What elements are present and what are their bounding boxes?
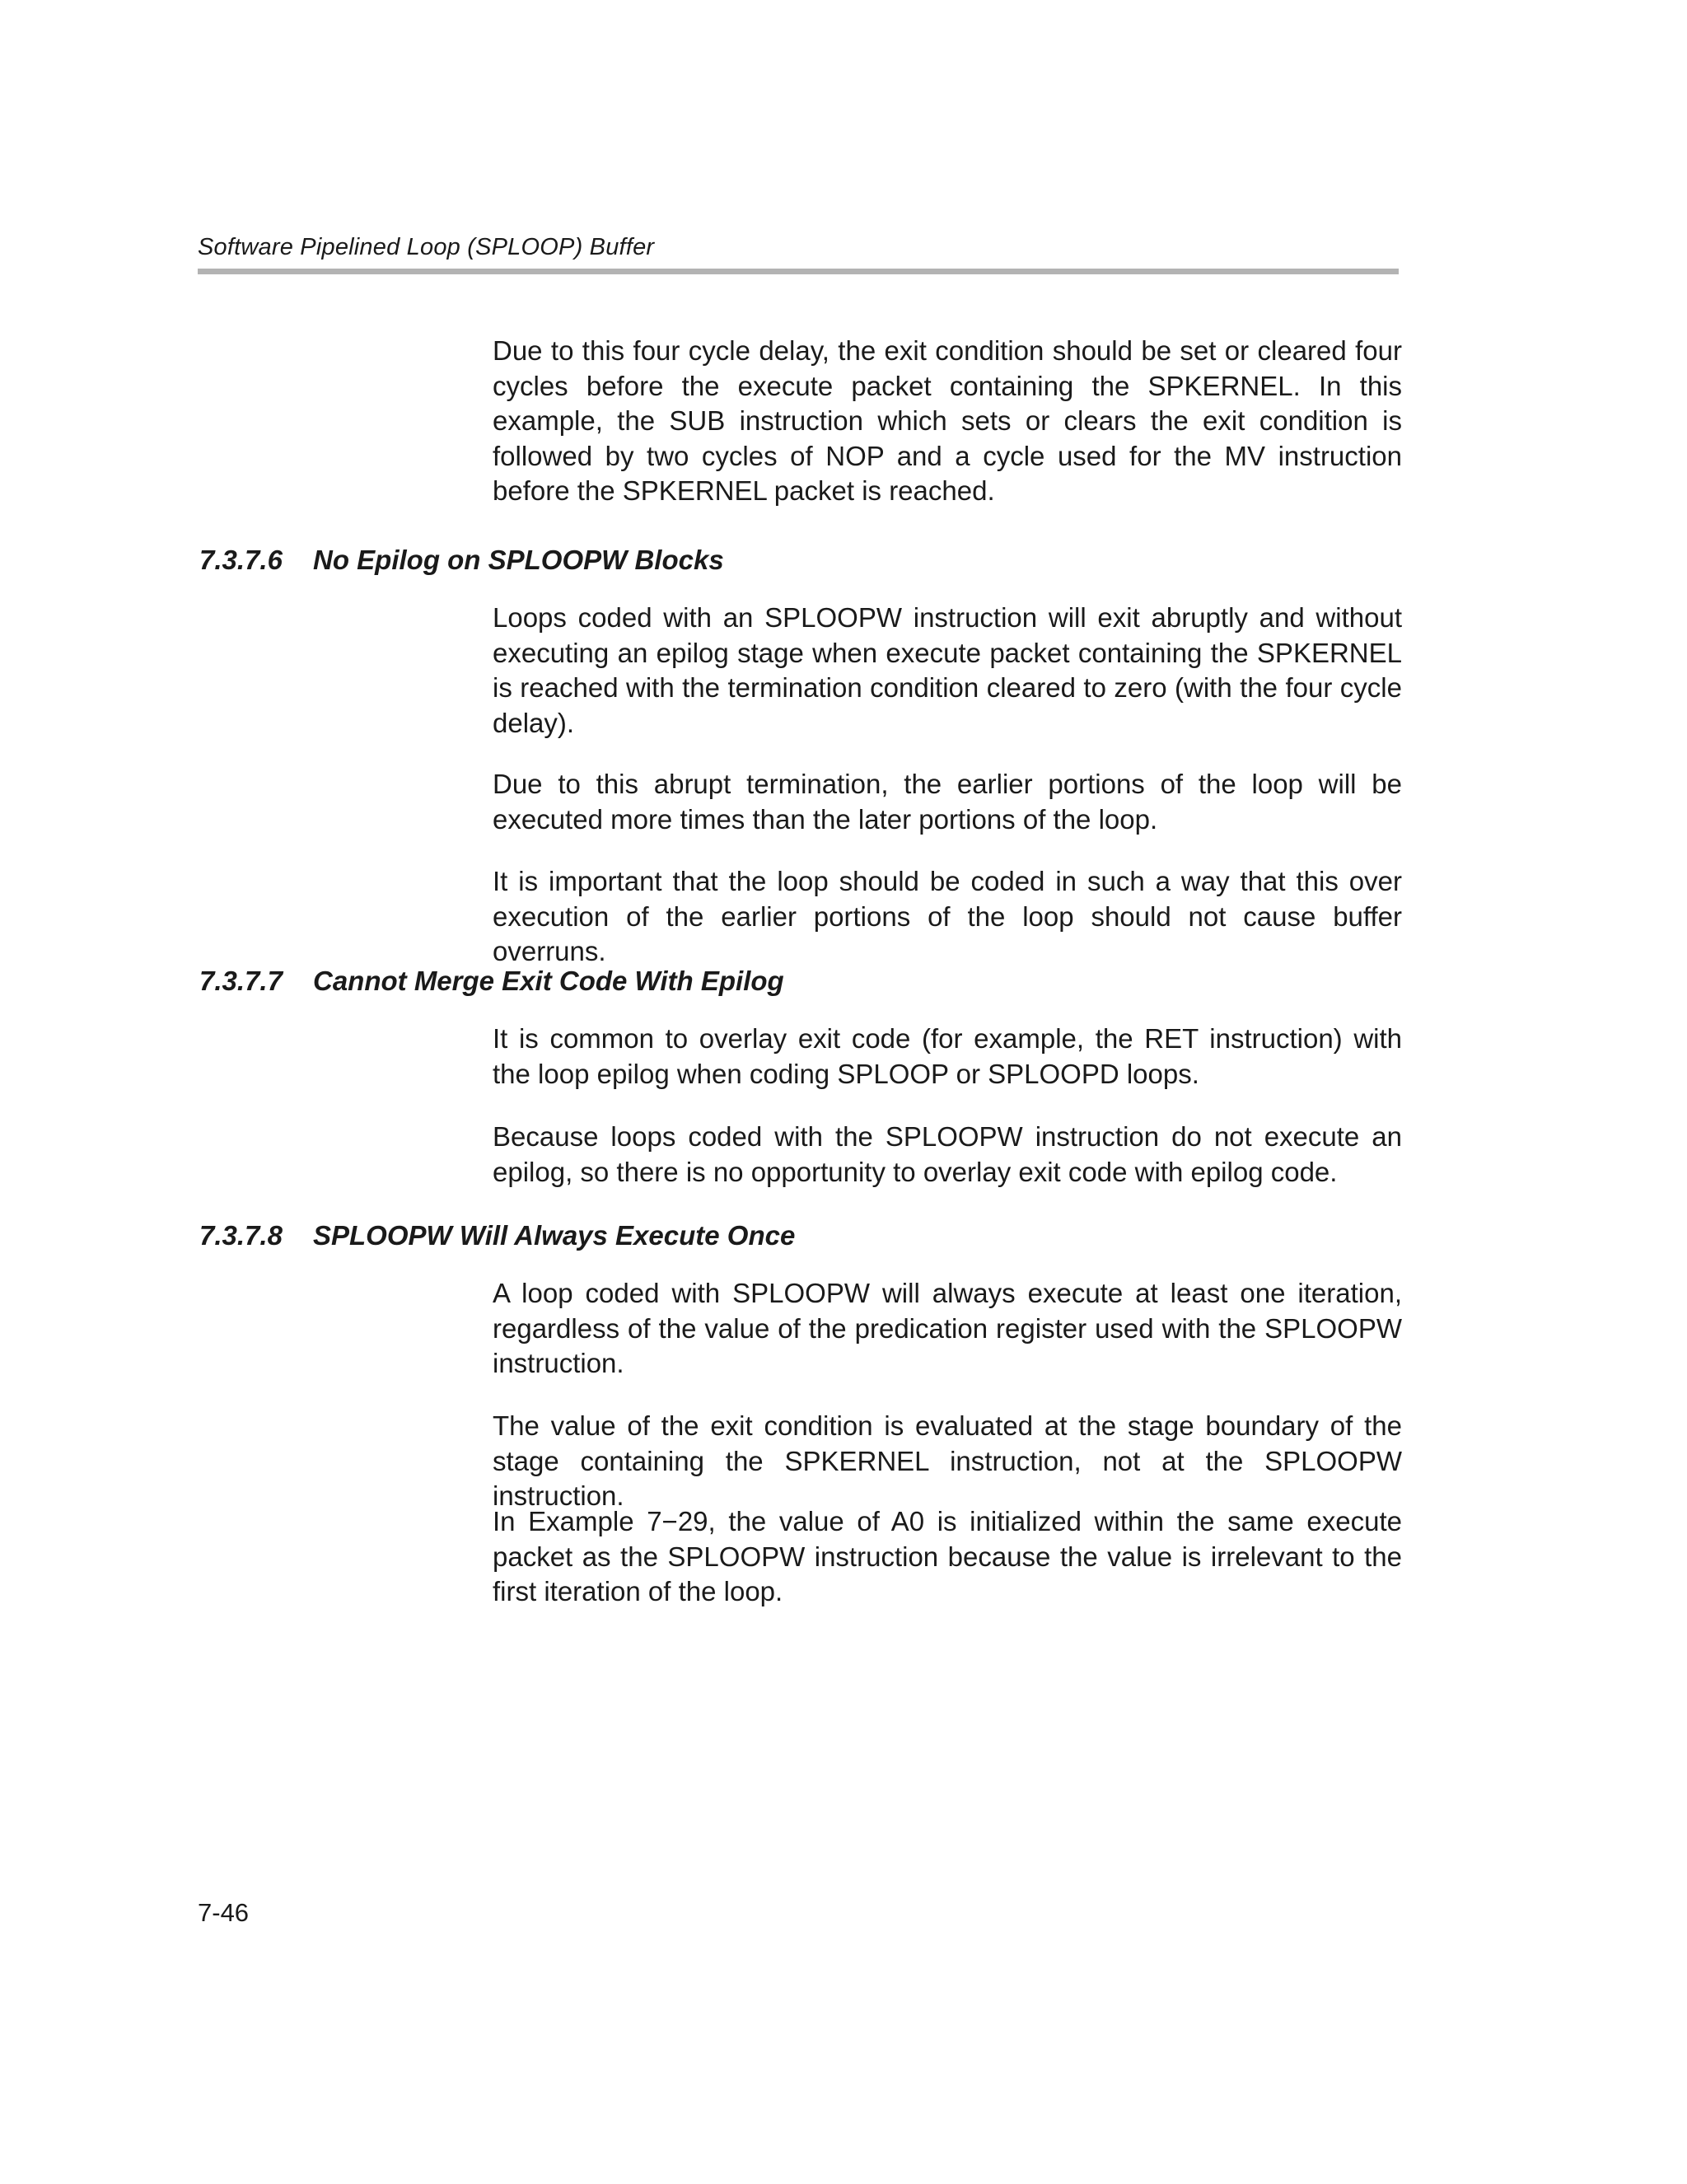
section-paragraph: It is common to overlay exit code (for example, the RET instruction) with the loop epilog when coding SPLOOP or SPLOOPD loops.: [493, 1023, 1402, 1089]
section-paragraph: The value of the exit condition is evaluated at the stage boundary of the stage containing the SPKERNEL instruction, not at the SPLOOPW instruction.: [493, 1410, 1402, 1511]
section-paragraph: Because loops coded with the SPLOOPW instruction do not execute an epilog, so there is no opportunity to overlay exit code with epilog code.: [493, 1121, 1402, 1187]
section-number: 7.3.7.8: [199, 1220, 283, 1251]
page-number: 7-46: [198, 1898, 250, 1927]
intro-paragraph: Due to this four cycle delay, the exit condition should be set or cleared four cycles before the execute packet containing the SPKERNEL. In this example, the SUB instruction which sets or clears the exit condition is followed by two cycles of NOP and a cycle used for the MV instruction before the SPKERNEL packet is reached.: [493, 335, 1402, 506]
section-title: No Epilog on SPLOOPW Blocks: [313, 545, 724, 575]
section-title: Cannot Merge Exit Code With Epilog: [313, 966, 784, 996]
section-number: 7.3.7.7: [199, 966, 283, 996]
section-paragraph: Due to this abrupt termination, the earlier portions of the loop will be executed more times than the later portions of the loop.: [493, 769, 1402, 835]
header-rule: [198, 269, 1399, 274]
section-paragraph: A loop coded with SPLOOPW will always execute at least one iteration, regardless of the value of the predication register used with the SPLOOPW instruction.: [493, 1278, 1402, 1378]
section-number: 7.3.7.6: [199, 545, 283, 575]
section-paragraph: In Example 7−29, the value of A0 is initialized within the same execute packet as the SPLOOPW instruction because the value is irrelevant to the first iteration of the loop.: [493, 1506, 1402, 1606]
running-header: Software Pipelined Loop (SPLOOP) Buffer: [198, 234, 655, 260]
section-title: SPLOOPW Will Always Execute Once: [313, 1220, 796, 1251]
section-paragraph: It is important that the loop should be coded in such a way that this over execution of the earlier portions of the loop should not cause buffer overruns.: [493, 866, 1402, 966]
section-paragraph: Loops coded with an SPLOOPW instruction will exit abruptly and without executing an epilog stage when execute packet containing the SPKERNEL is reached with the termination condition cleared to zero (with the four cycle delay).: [493, 602, 1402, 738]
